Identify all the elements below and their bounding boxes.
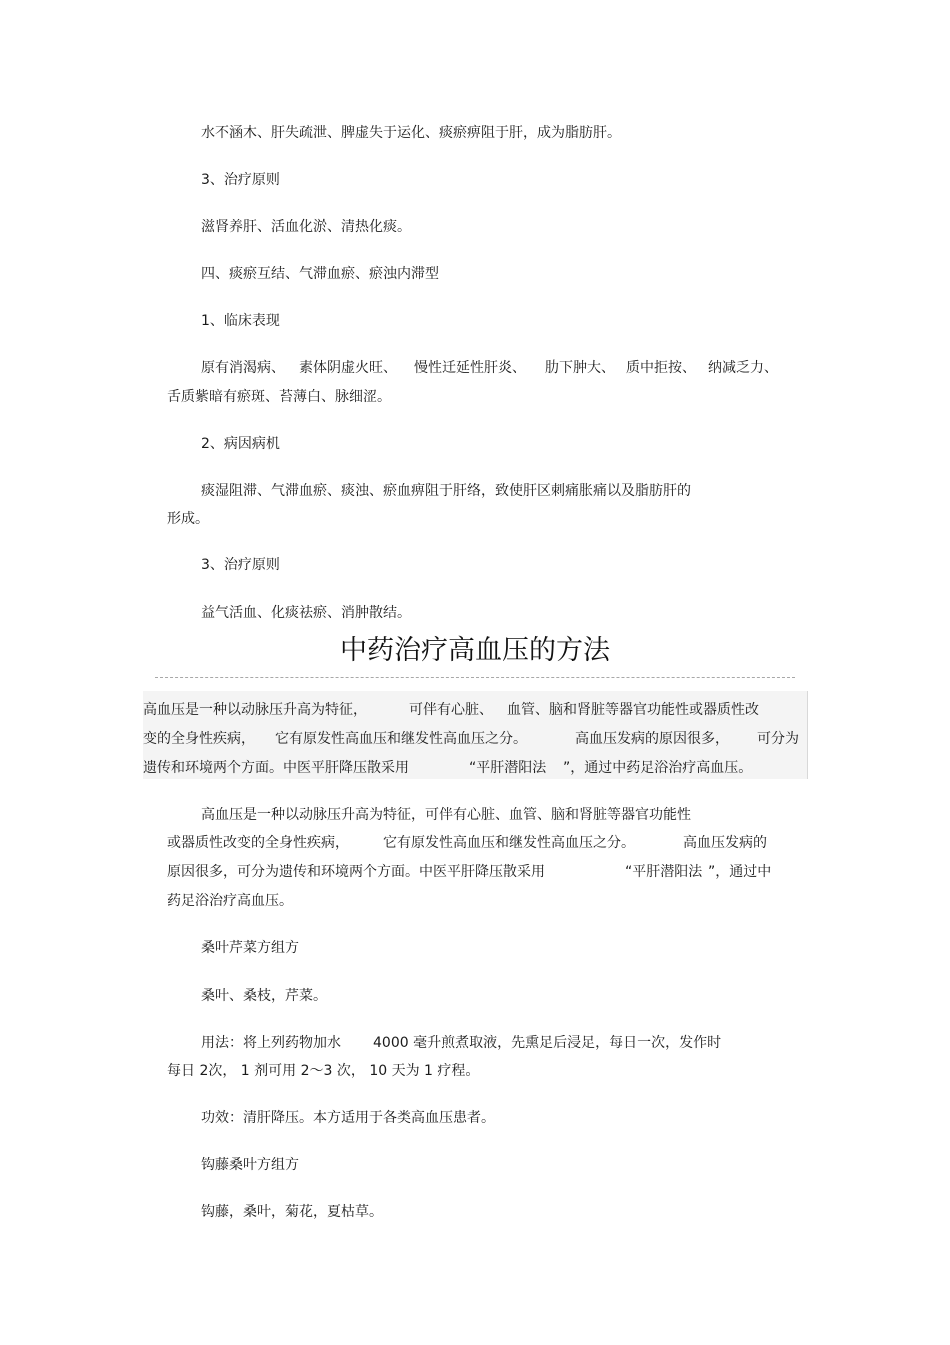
text-fragment: ”，通过中 bbox=[708, 864, 772, 880]
summary-fragment: 变的全身性疾病， bbox=[143, 731, 255, 747]
summary-fragment: 它有原发性高血压和继发性高血压之分。 bbox=[275, 731, 527, 747]
text-fragment: 原有消渴病、 bbox=[201, 360, 285, 376]
recipe-title: 钩藤桑叶方组方 bbox=[201, 1157, 299, 1173]
recipe-ingredients: 桑叶、桑枝，芹菜。 bbox=[201, 988, 327, 1004]
text-fragment: 原因很多，可分为遗传和环境两个方面。中医平肝降压散采用 bbox=[167, 864, 545, 880]
text-line: 形成。 bbox=[167, 511, 209, 527]
section-heading: 3、治疗原则 bbox=[201, 172, 280, 188]
text-fragment: 它有原发性高血压和继发性高血压之分。 bbox=[383, 835, 635, 851]
section-heading: 3、治疗原则 bbox=[201, 557, 280, 573]
recipe-ingredients: 钩藤，桑叶，菊花，夏枯草。 bbox=[201, 1204, 383, 1220]
summary-fragment: 高血压是一种以动脉压升高为特征， bbox=[143, 702, 367, 718]
text-line: 水不涵木、肝失疏泄、脾虚失于运化、痰瘀痹阻于肝，成为脂肪肝。 bbox=[201, 125, 621, 141]
text-fragment: 或器质性改变的全身性疾病， bbox=[167, 835, 349, 851]
section-heading: 四、痰瘀互结、气滞血瘀、瘀浊内滞型 bbox=[201, 266, 439, 282]
text-fragment: “平肝潜阳法 bbox=[625, 864, 703, 880]
text-line: 痰湿阻滞、气滞血瘀、痰浊、瘀血痹阻于肝络，致使肝区刺痛胀痛以及脂肪肝的 bbox=[201, 483, 691, 499]
section-heading: 1、临床表现 bbox=[201, 313, 280, 329]
summary-fragment: 遗传和环境两个方面。中医平肝降压散采用 bbox=[143, 760, 409, 776]
section-heading: 2、病因病机 bbox=[201, 436, 280, 452]
summary-fragment: 可伴有心脏、 bbox=[409, 702, 493, 718]
text-line: 高血压是一种以动脉压升高为特征，可伴有心脏、血管、脑和肾脏等器官功能性 bbox=[201, 807, 691, 823]
summary-fragment: ”，通过中药足浴治疗高血压。 bbox=[563, 760, 753, 776]
text-fragment: 质中拒按、 bbox=[626, 360, 696, 376]
text-line: 每日 2次， 1 剂可用 2～3 次， 10 天为 1 疗程。 bbox=[167, 1063, 480, 1079]
article-title: 中药治疗高血压的方法 bbox=[340, 635, 610, 666]
text-fragment: 慢性迁延性肝炎、 bbox=[414, 360, 526, 376]
recipe-title: 桑叶芹菜方组方 bbox=[201, 940, 299, 956]
text-line: 舌质紫暗有瘀斑、苔薄白、脉细涩。 bbox=[167, 389, 391, 405]
text-fragment: 肋下肿大、 bbox=[545, 360, 615, 376]
text-line: 益气活血、化痰祛瘀、消肿散结。 bbox=[201, 605, 411, 621]
text-fragment: 4000 毫升煎煮取液，先熏足后浸足，每日一次，发作时 bbox=[373, 1035, 722, 1051]
text-line: 药足浴治疗高血压。 bbox=[167, 893, 293, 909]
text-fragment: 高血压发病的 bbox=[683, 835, 767, 851]
text-fragment: 纳减乏力、 bbox=[708, 360, 778, 376]
summary-box bbox=[143, 691, 808, 779]
text-fragment: 用法：将上列药物加水 bbox=[201, 1035, 341, 1051]
text-fragment: 素体阴虚火旺、 bbox=[299, 360, 397, 376]
text-line: 滋肾养肝、活血化淤、清热化痰。 bbox=[201, 219, 411, 235]
summary-fragment: 高血压发病的原因很多， bbox=[575, 731, 729, 747]
recipe-effect: 功效：清肝降压。本方适用于各类高血压患者。 bbox=[201, 1110, 495, 1126]
summary-fragment: 可分为 bbox=[757, 731, 799, 747]
title-divider bbox=[155, 677, 795, 678]
summary-fragment: 血管、脑和肾脏等器官功能性或器质性改 bbox=[507, 702, 759, 718]
summary-fragment: “平肝潜阳法 bbox=[469, 760, 547, 776]
